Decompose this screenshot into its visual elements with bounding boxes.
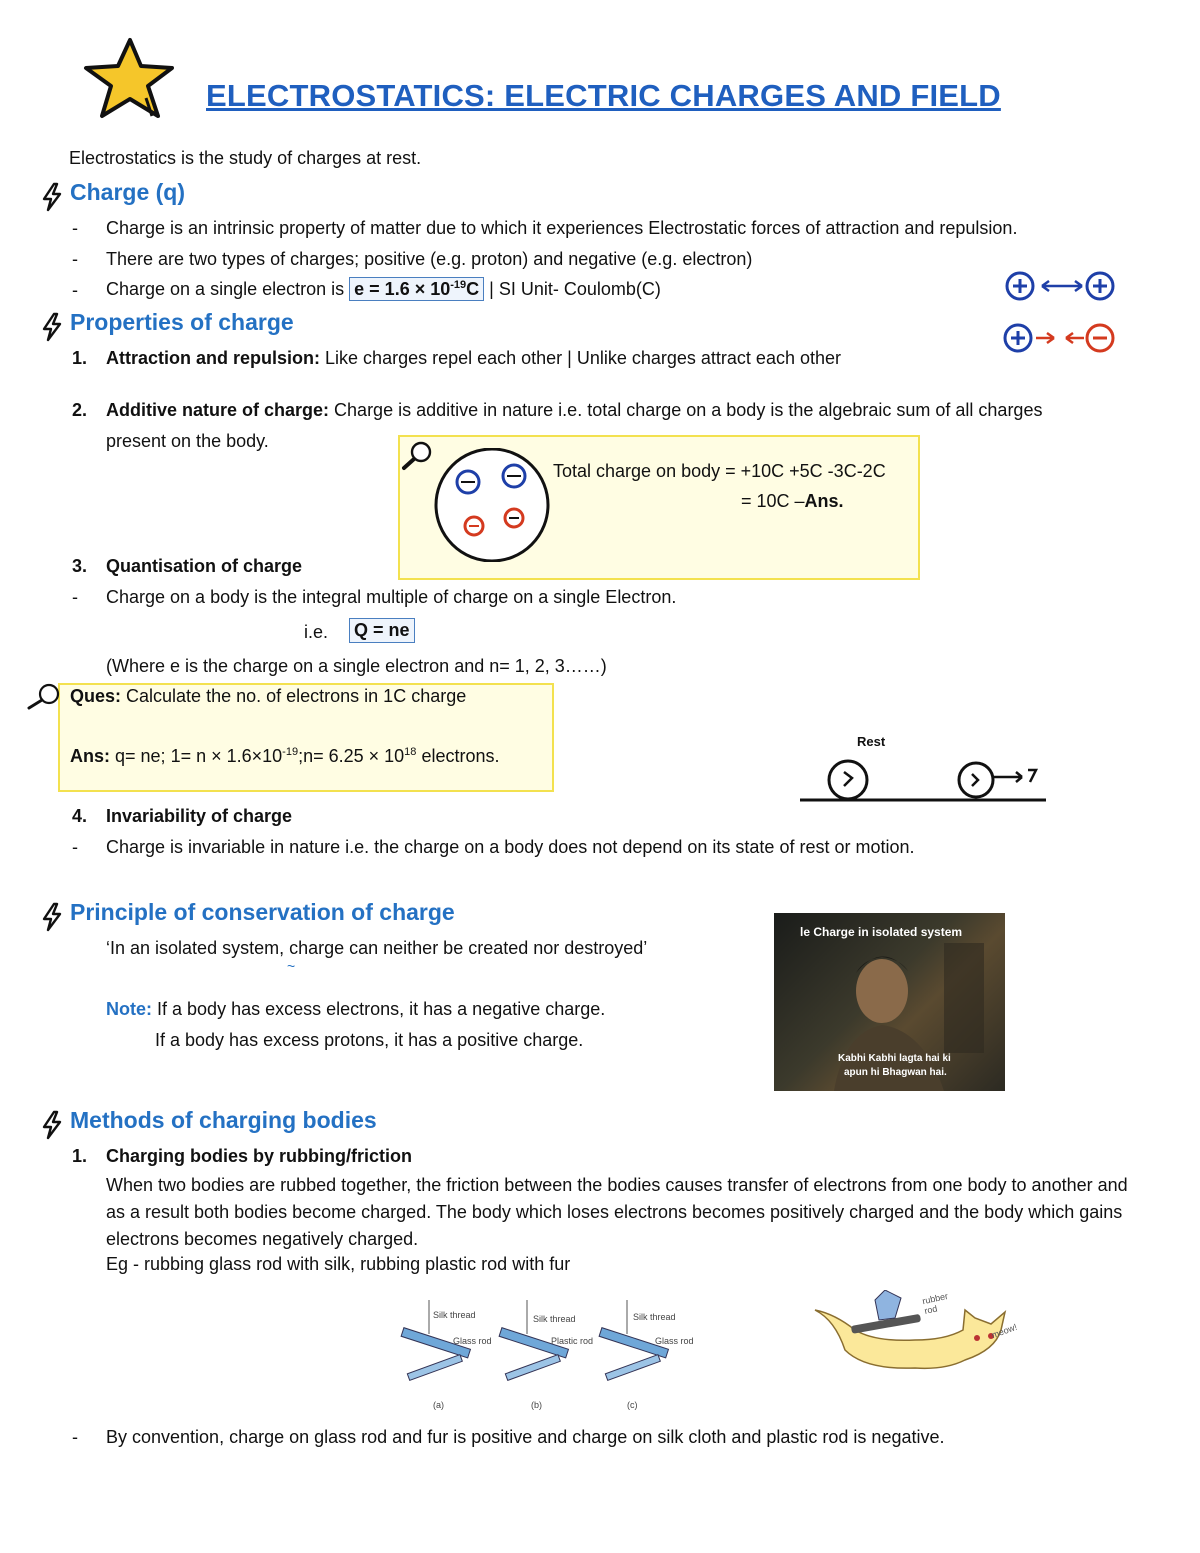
meme-top-caption: le Charge in isolated system (800, 925, 963, 939)
star-icon (80, 36, 178, 120)
charge-bullet-2: There are two types of charges; positive (e.g. proton) and negative (e.g. electron) (106, 249, 753, 269)
total-charge-line-1: Total charge on body = +10C +5C -3C-2C (553, 461, 886, 481)
unlike-charges-attract-diagram (1000, 320, 1120, 356)
rubbing-rods-figure (395, 1296, 715, 1414)
charge-bullet-1: Charge is an intrinsic property of matter due to which it experiences Electrostatic forces of attraction and repulsion. (106, 218, 1018, 238)
property-1-label: Attraction and repulsion: (106, 348, 321, 368)
fig-label: Glass rod (453, 1336, 492, 1346)
meme-bottom-caption-2: apun hi Bhagwan hai. (844, 1067, 947, 1078)
conservation-quote: ‘In an isolated system, charge can neither be created nor destroyed’ (106, 938, 648, 958)
lightning-icon (40, 312, 64, 342)
bullet-dash: - (72, 587, 78, 607)
property-4-bullet: Charge is invariable in nature i.e. the charge on a body does not depend on its state of rest or motion. (106, 837, 915, 857)
list-number: 4. (72, 806, 88, 826)
property-1-text: Like charges repel each other | Unlike charges attract each other (325, 348, 841, 368)
properties-heading: Properties of charge (70, 309, 294, 335)
fig-label: Silk thread (433, 1310, 476, 1320)
method-1-label: Charging bodies by rubbing/friction (106, 1146, 412, 1166)
fig-label: Plastic rod (551, 1336, 594, 1346)
electron-charge-formula: $e = 1.6 \times 10^{-19}C$ (349, 277, 484, 301)
cat-label: rubber rod (921, 1290, 949, 1316)
meme-image (774, 913, 1005, 1091)
rest-label: Rest (857, 734, 886, 749)
meme-bottom-caption-1: Kabhi Kabhi lagta hai ki (838, 1053, 951, 1064)
cat-rubber-rod-figure (805, 1290, 1030, 1390)
lightning-icon (40, 902, 64, 932)
note-line-2: If a body has excess protons, it has a positive charge. (155, 1030, 584, 1050)
quantisation-formula: Q = ne (349, 618, 415, 643)
bullet-dash: - (72, 249, 78, 269)
lightning-icon (40, 182, 64, 212)
like-charges-repel-diagram (1000, 268, 1120, 304)
charge-bullet-3 (106, 279, 661, 300)
fig-label: (c) (627, 1400, 638, 1410)
list-number: 1. (72, 1146, 88, 1166)
ie-label: i.e. (304, 622, 329, 642)
property-1 (106, 348, 841, 369)
cat-label: meow! (990, 1321, 1019, 1341)
method-1-example: Eg - rubbing glass rod with silk, rubbing plastic rod with fur (106, 1254, 571, 1274)
method-1-paragraph: When two bodies are rubbed together, the friction between the bodies causes transfer of electrons from one body to another and as a result both bodies become charged. The body which loses electrons becomes positively charged and the body which gains electrons becomes negatively charged. (106, 1175, 1128, 1249)
where-note: (Where e is the charge on a single electron and n= 1, 2, 3……) (106, 656, 607, 676)
electron-prefix: Charge on a single electron is (106, 279, 345, 299)
list-number: 2. (72, 400, 88, 420)
property-4-label: Invariability of charge (106, 806, 293, 826)
property-2 (106, 400, 1042, 421)
conservation-heading: Principle of conservation of charge (70, 899, 455, 925)
intro-text: Electrostatics is the study of charges at rest. (69, 148, 422, 168)
bullet-dash: - (72, 218, 78, 238)
list-number: 1. (72, 348, 88, 368)
bullet-dash: - (72, 280, 78, 300)
squiggle-mark: ~ (287, 958, 296, 974)
property-2-text: Charge is additive in nature i.e. total charge on a body is the algebraic sum of all charges (334, 400, 1043, 420)
fig-label: (b) (531, 1400, 542, 1410)
fig-label: Silk thread (533, 1314, 576, 1324)
fig-label: Silk thread (633, 1312, 676, 1322)
convention-text: By convention, charge on glass rod and fur is positive and charge on silk cloth and plastic rod is negative. (106, 1427, 945, 1447)
fig-label: (a) (433, 1400, 444, 1410)
lightning-icon (40, 1110, 64, 1140)
note-line-1: Note: If a body has excess electrons, it has a negative charge. (106, 999, 606, 1019)
magnifier-icon (24, 682, 64, 712)
property-2-label: Additive nature of charge: (106, 400, 330, 420)
charged-body-diagram (430, 448, 554, 562)
property-3-label: Quantisation of charge (106, 556, 303, 576)
question-text: Ques: Calculate the no. of electrons in 1C charge (70, 686, 467, 706)
page-title: ELECTROSTATICS: ELECTRIC CHARGES AND FIELD (206, 78, 1001, 113)
rest-motion-diagram (796, 730, 1052, 806)
total-charge-line-2: = 10C –Ans. (741, 491, 844, 511)
bullet-dash: - (72, 1427, 78, 1447)
methods-heading: Methods of charging bodies (70, 1107, 377, 1133)
property-2-text-cont: present on the body. (106, 431, 269, 451)
property-3-bullet: Charge on a body is the integral multiple of charge on a single Electron. (106, 587, 677, 607)
list-number: 3. (72, 556, 88, 576)
si-unit: | SI Unit- Coulomb(C) (489, 279, 661, 299)
charge-heading: Charge (q) (70, 179, 185, 205)
answer-text: Ans: q= ne; $1= n \times 1.6\times 10^{-19};n= 6.25 \times 10^{18}$ electrons. (70, 746, 500, 766)
bullet-dash: - (72, 837, 78, 857)
fig-label: Glass rod (655, 1336, 694, 1346)
